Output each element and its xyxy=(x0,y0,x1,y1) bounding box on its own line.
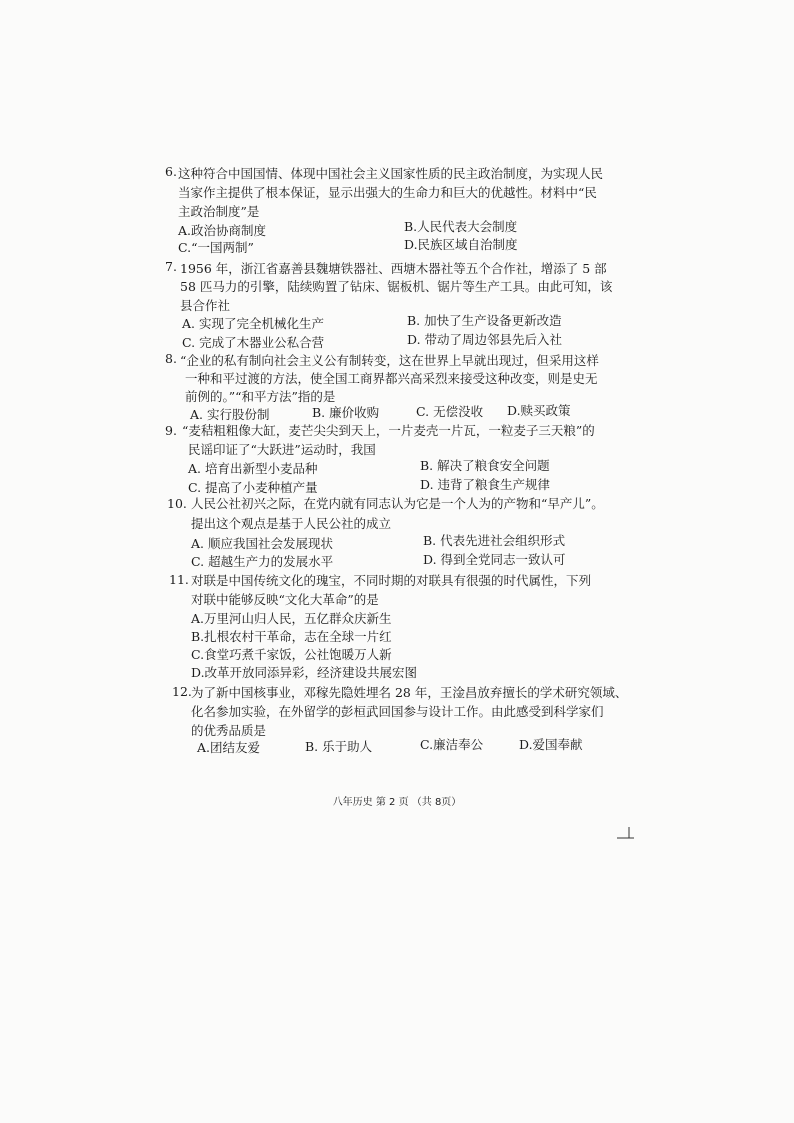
question-number: 11. xyxy=(169,572,189,587)
option-c[interactable]: C. 提高了小麦种植产量 xyxy=(188,480,318,495)
question-text-line: 这种符合中国国情、体现中国社会主义国家性质的民主政治制度，为实现人民 xyxy=(178,166,604,181)
question-text-line: 人民公社初兴之际，在党内就有同志认为它是一个人为的产物和“早产儿”。 xyxy=(191,496,604,511)
option-d[interactable]: D.爱国奉献 xyxy=(519,737,583,752)
question-number: 7. xyxy=(165,259,177,274)
question-number: 9. xyxy=(165,423,177,438)
option-c[interactable]: C.廉洁奉公 xyxy=(420,737,484,752)
option-a[interactable]: A. 实现了完全机械化生产 xyxy=(182,316,324,331)
option-d[interactable]: D.赎买政策 xyxy=(507,403,571,418)
question-text-line: 58 匹马力的引擎，陆续购置了钻床、锯板机、锯片等生产工具。由此可知，该 xyxy=(180,279,613,294)
question-text-line: 的优秀品质是 xyxy=(191,723,267,738)
question-number: 8. xyxy=(165,351,177,366)
option-a[interactable]: A. 顺应我国社会发展现状 xyxy=(191,536,333,551)
option-d[interactable]: D. 带动了周边邻县先后入社 xyxy=(407,332,563,347)
question-text-line: 一种和平过渡的方法，使全国工商界都兴高采烈来接受这种改变，则是史无 xyxy=(185,371,598,386)
option-c[interactable]: C.“一国两制” xyxy=(178,240,254,255)
option-a[interactable]: A. 培育出新型小麦品种 xyxy=(188,461,318,476)
option-b[interactable]: B. 乐于助人 xyxy=(305,739,373,754)
option-c[interactable]: C. 无偿没收 xyxy=(416,404,484,419)
option-a[interactable]: A. 实行股份制 xyxy=(190,407,270,422)
page-footer: 八年历史 第 2 页 （共 8页） xyxy=(332,797,462,808)
question-number: 10. xyxy=(167,496,187,511)
question-text-line: 对联中能够反映“文化大革命”的是 xyxy=(191,592,379,607)
question-text-line: “企业的私有制向社会主义公有制转变，这在世界上早就出现过，但采用这样 xyxy=(180,353,599,368)
option-c[interactable]: C.食堂巧煮千家饭，公社饱暖万人新 xyxy=(191,647,392,662)
option-d[interactable]: D. 违背了粮食生产规律 xyxy=(420,477,551,492)
question-text-line: “麦秸粗粗像大缸，麦芒尖尖到天上，一片麦壳一片瓦，一粒麦子三天粮”的 xyxy=(182,423,595,438)
question-number: 6. xyxy=(165,164,177,179)
question-number: 12. xyxy=(172,684,192,699)
question-text-line: 民谣印证了“大跃进”运动时，我国 xyxy=(188,442,376,457)
option-b[interactable]: B. 代表先进社会组织形式 xyxy=(423,533,566,548)
question-text-line: 前例的。”“和平方法”指的是 xyxy=(185,389,336,404)
option-b[interactable]: B. 加快了生产设备更新改造 xyxy=(407,313,562,328)
question-text-line: 1956 年，浙江省嘉善县魏塘铁器社、西塘木器社等五个合作社，增添了 5 部 xyxy=(180,261,607,276)
option-c[interactable]: C. 超越生产力的发展水平 xyxy=(191,554,334,569)
option-c[interactable]: C. 完成了木器业公私合营 xyxy=(182,335,325,350)
option-b[interactable]: B. 解决了粮食安全问题 xyxy=(420,458,550,473)
question-text-line: 提出这个观点是基于人民公社的成立 xyxy=(191,516,392,531)
question-text-line: 当家作主提供了根本保证，显示出强大的生命力和巨大的优越性。材料中“民 xyxy=(178,185,597,200)
question-text-line: 为了新中国核事业，邓稼先隐姓埋名 28 年，王淦昌放弃擅长的学术研究领域、 xyxy=(191,685,628,700)
option-a[interactable]: A.团结友爱 xyxy=(197,740,261,755)
option-b[interactable]: B. 廉价收购 xyxy=(312,405,380,420)
question-text-line: 对联是中国传统文化的瑰宝，不同时期的对联具有很强的时代属性，下列 xyxy=(191,573,592,588)
option-b[interactable]: B.扎根农村干革命，志在全球一片红 xyxy=(191,629,392,644)
option-d[interactable]: D.改革开放同添异彩，经济建设共展宏图 xyxy=(191,665,418,680)
option-a[interactable]: A.万里河山归人民，五亿群众庆新生 xyxy=(191,611,392,626)
option-b[interactable]: B.人民代表大会制度 xyxy=(404,219,518,234)
question-text-line: 化名参加实验，在外留学的彭桓武回国参与设计工作。由此感受到科学家们 xyxy=(191,704,604,719)
option-d[interactable]: D.民族区域自治制度 xyxy=(404,237,518,252)
scan-mark-icon xyxy=(615,826,635,840)
option-a[interactable]: A.政治协商制度 xyxy=(178,223,267,238)
option-d[interactable]: D. 得到全党同志一致认可 xyxy=(423,552,566,567)
question-text-line: 县合作社 xyxy=(180,298,231,313)
question-text-line: 主政治制度”是 xyxy=(178,204,260,219)
